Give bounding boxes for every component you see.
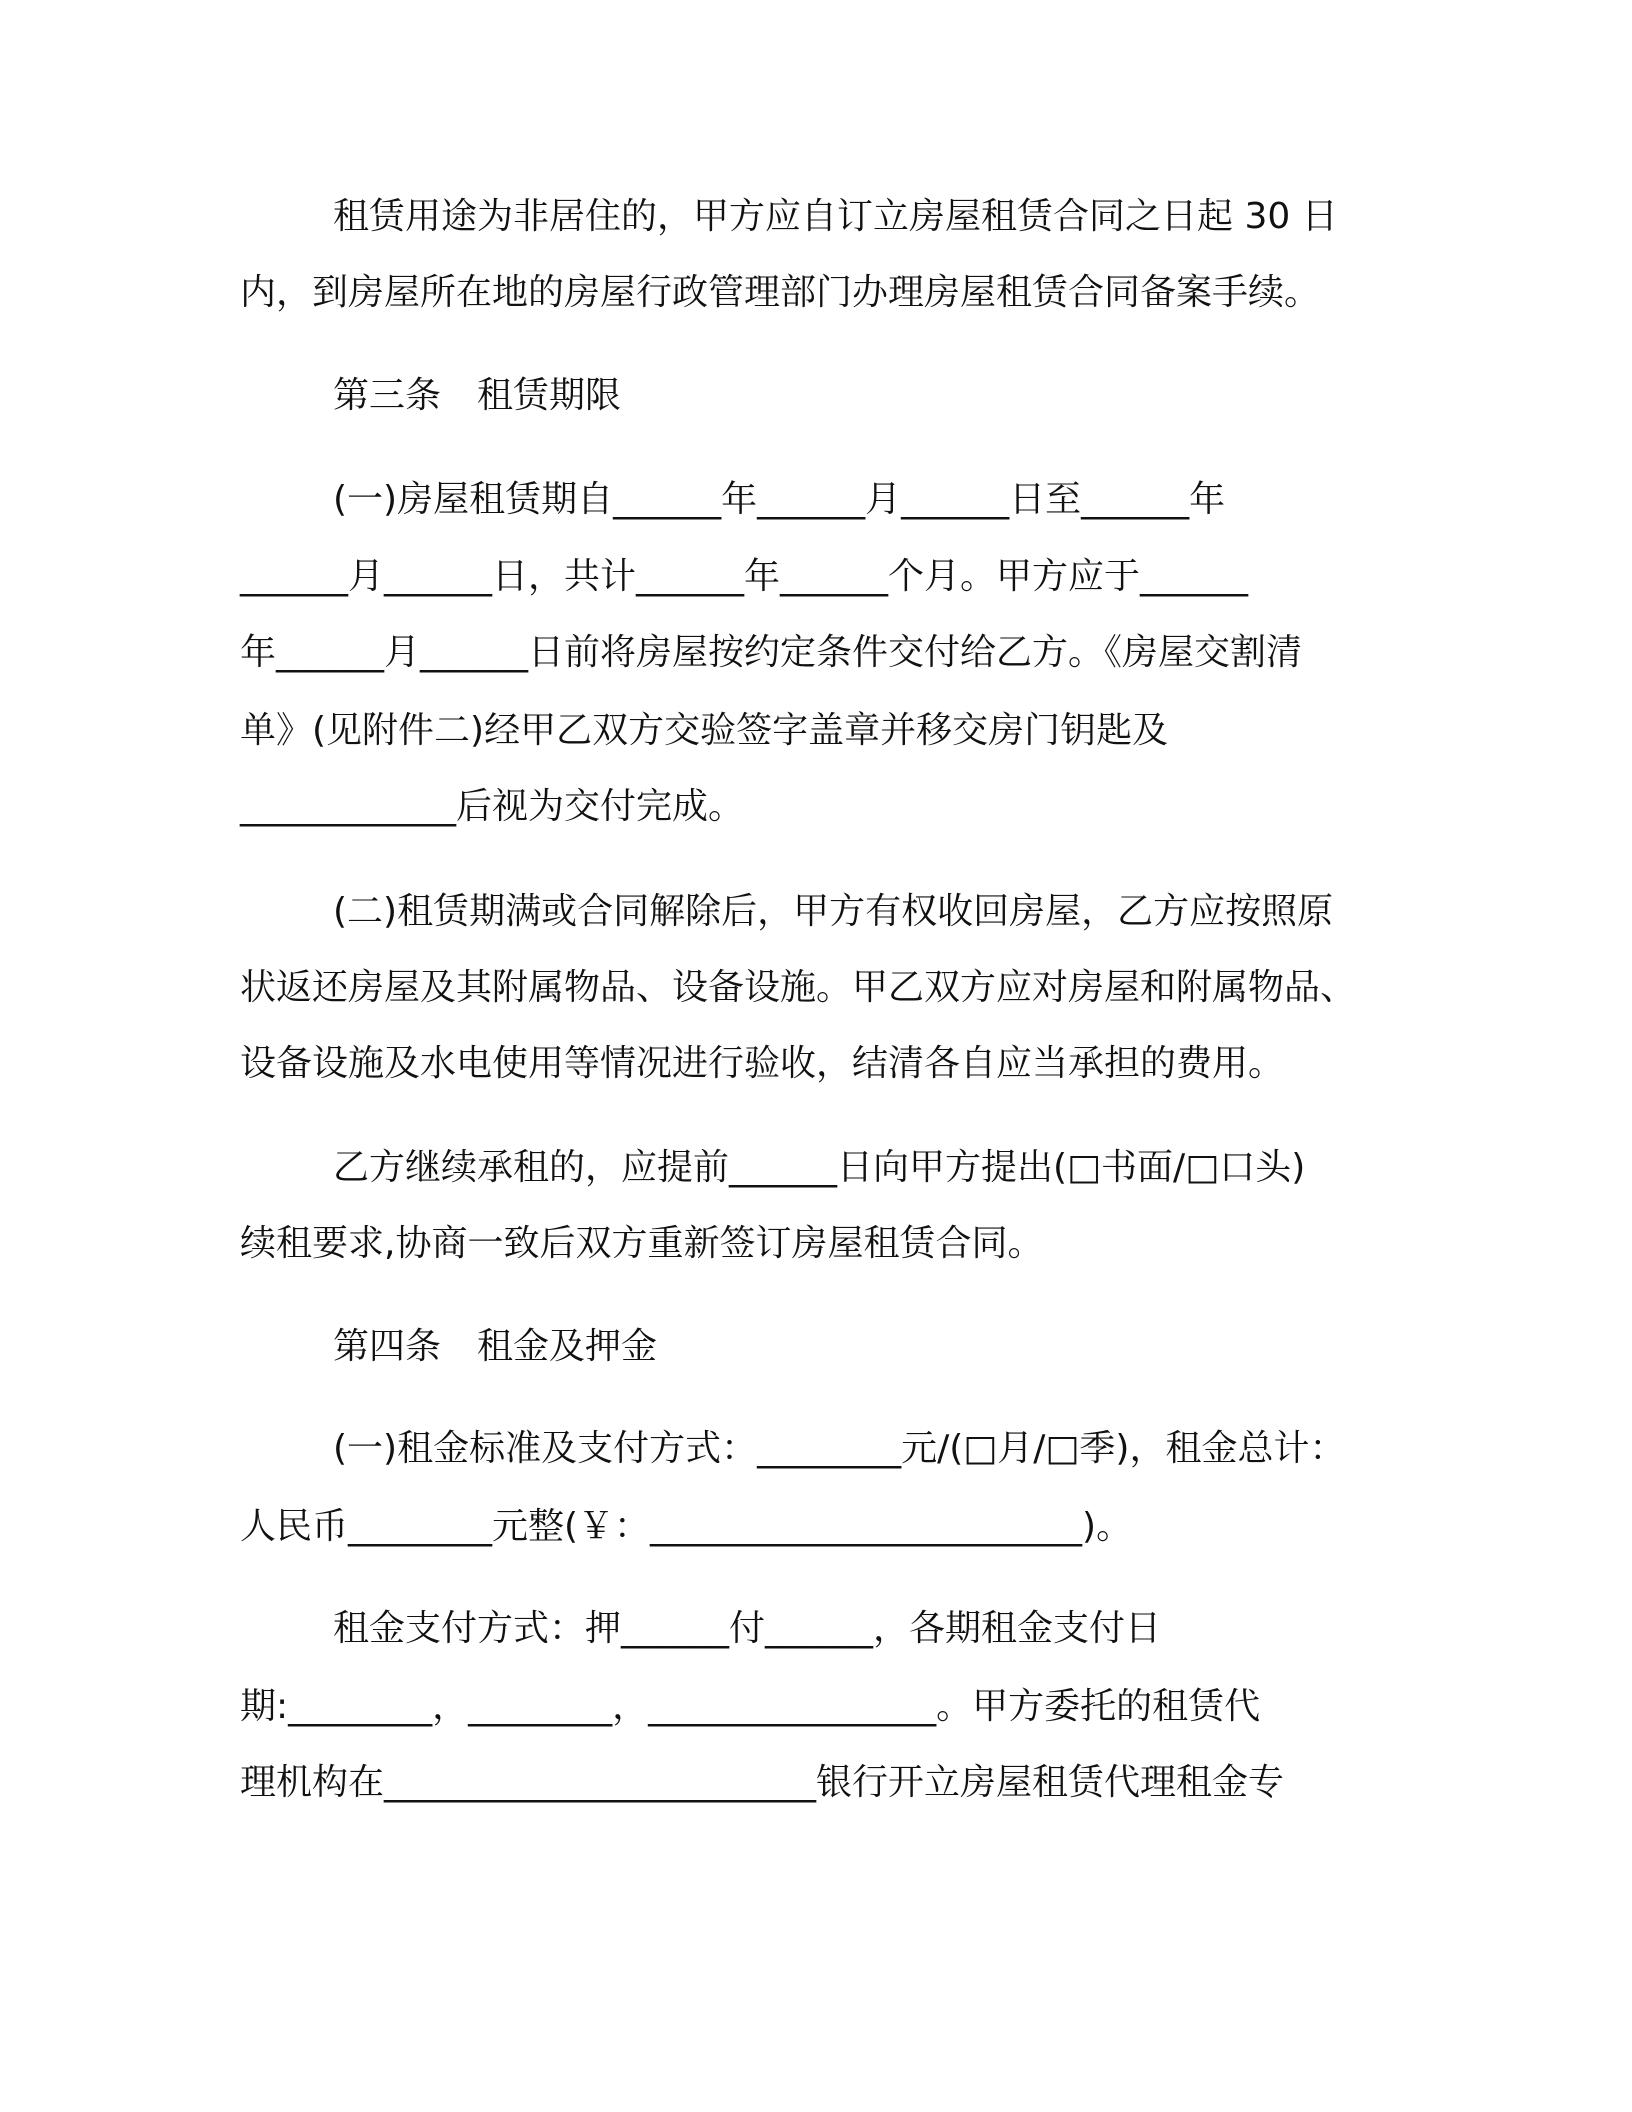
paragraph-line: 年______月______日前将房屋按约定条件交付给乙方。《房屋交割清 xyxy=(240,632,1303,673)
paragraph-line: ______月______日，共计______年______个月。甲方应于______ xyxy=(240,556,1249,597)
paragraph-line: 理机构在________________________银行开立房屋租赁代理租金专 xyxy=(240,1762,1285,1803)
section-heading: 第四条 租金及押金 xyxy=(333,1326,658,1367)
section-heading: 第三条 租赁期限 xyxy=(333,375,622,416)
paragraph-line: (一)租金标准及支付方式：________元/(□月/□季)，租金总计： xyxy=(333,1428,1346,1469)
paragraph-line: 内，到房屋所在地的房屋行政管理部门办理房屋租赁合同备案手续。 xyxy=(240,272,1321,313)
paragraph-line: ____________后视为交付完成。 xyxy=(240,786,745,827)
paragraph-line: 乙方继续承租的，应提前______日向甲方提出(□书面/□口头) xyxy=(333,1147,1306,1188)
paragraph-line: 单》(见附件二)经甲乙双方交验签字盖章并移交房门钥匙及 xyxy=(240,710,1169,751)
paragraph-line: (一)房屋租赁期自______年______月______日至______年 xyxy=(333,479,1226,520)
paragraph-line: 租赁用途为非居住的，甲方应自订立房屋租赁合同之日起 30 日 xyxy=(333,196,1338,237)
paragraph-line: (二)租赁期满或合同解除后，甲方有权收回房屋，乙方应按照原 xyxy=(333,891,1334,932)
paragraph-line: 设备设施及水电使用等情况进行验收，结清各自应当承担的费用。 xyxy=(240,1043,1285,1084)
paragraph-line: 租金支付方式：押______付______，各期租金支付日 xyxy=(333,1608,1162,1649)
paragraph-line: 续租要求,协商一致后双方重新签订房屋租赁合同。 xyxy=(240,1223,1044,1264)
paragraph-line: 人民币________元整(￥：________________________)。 xyxy=(240,1506,1133,1547)
paragraph-line: 状返还房屋及其附属物品、设备设施。甲乙双方应对房屋和附属物品、 xyxy=(240,967,1357,1008)
paragraph-line: 期:________，________，________________。甲方委托的租赁代 xyxy=(240,1686,1261,1727)
